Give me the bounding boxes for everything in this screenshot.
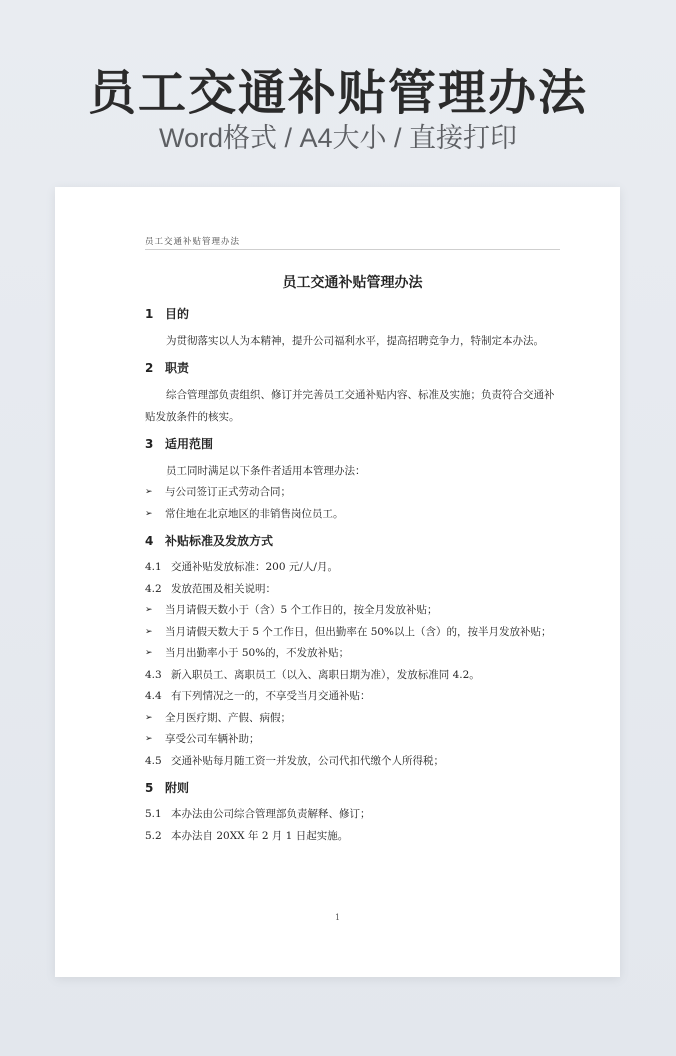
bullet-arrow-icon: ➢: [145, 712, 153, 723]
section-title: 目的: [165, 307, 190, 321]
document-title: 员工交通补贴管理办法: [282, 275, 423, 291]
item-text: 交通补贴每月随工资一并发放，公司代扣代缴个人所得税；: [171, 754, 444, 767]
bullet-text: 当月出勤率小于 50%的，不发放补贴；: [165, 647, 350, 659]
section-number: 2: [145, 361, 154, 375]
section-title: 附则: [165, 781, 190, 795]
item-text: 本办法自 20XX 年 2 月 1 日起实施。: [171, 829, 349, 842]
item-text: 发放范围及相关说明：: [171, 582, 276, 595]
section-heading: [145, 436, 560, 452]
bullet-item: [145, 482, 560, 504]
bullet-arrow-icon: ➢: [145, 605, 153, 615]
bullet-text: 享受公司车辆补助；: [165, 733, 260, 745]
bullet-item: [145, 729, 560, 751]
section-title: 补贴标准及发放方式: [165, 534, 274, 548]
section-heading: [145, 533, 560, 549]
item-number: 5.2: [145, 829, 162, 842]
section-heading: [145, 360, 560, 376]
item-number: 4.5: [145, 754, 162, 767]
section-paragraph: 综合管理部负责组织、修订并完善员工交通补贴内容、标准及实施；负责符合交通补贴发放条件的核实。: [145, 389, 555, 423]
bullet-item: [145, 600, 560, 622]
item-text: 交通补贴发放标准：200 元/人/月。: [171, 561, 338, 573]
bullet-arrow-icon: ➢: [145, 508, 153, 519]
numbered-item: [145, 751, 560, 773]
numbered-item: [145, 557, 560, 579]
bullet-item: [145, 708, 560, 730]
running-header: 员工交通补贴管理办法: [145, 235, 560, 250]
bullet-arrow-icon: ➢: [145, 626, 153, 637]
item-number: 4.3: [145, 668, 162, 681]
document-page: [55, 187, 620, 977]
bullet-item: [145, 504, 560, 526]
section-number: 5: [145, 781, 154, 795]
section-number: 4: [145, 534, 154, 548]
section-heading: [145, 306, 560, 322]
item-number: 4.2: [145, 582, 162, 595]
item-number: 4.4: [145, 690, 162, 702]
bullet-text: 当月请假天数小于（含）5 个工作日的，按全月发放补贴；: [165, 604, 438, 616]
document-body: [145, 235, 560, 847]
numbered-item: [145, 579, 560, 601]
numbered-item: [145, 826, 560, 848]
item-number: 5.1: [145, 808, 162, 820]
section-heading: [145, 780, 560, 796]
bullet-item: [145, 622, 560, 644]
section-paragraph: 员工同时满足以下条件者适用本管理办法：: [166, 465, 366, 477]
item-text: 本办法由公司综合管理部负责解释、修订；: [171, 808, 371, 820]
section-number: 1: [145, 307, 154, 321]
bullet-arrow-icon: ➢: [145, 487, 153, 497]
item-text: 有下列情况之一的，不享受当月交通补贴：: [171, 690, 371, 702]
bullet-text: 全月医疗期、产假、病假；: [165, 711, 291, 724]
bullet-text: 常住地在北京地区的非销售岗位员工。: [165, 507, 344, 520]
bullet-text: 与公司签订正式劳动合同；: [165, 486, 291, 498]
numbered-item: [145, 686, 560, 708]
section-number: 3: [145, 437, 154, 451]
section-title: 适用范围: [165, 437, 214, 451]
bullet-text: 当月请假天数大于 5 个工作日，但出勤率在 50%以上（含）的，按半月发放补贴；: [165, 625, 552, 638]
numbered-item: [145, 665, 560, 687]
item-number: 4.1: [145, 561, 162, 573]
banner-subtitle: Word格式 / A4大小 / 直接打印: [158, 123, 518, 153]
numbered-item: [145, 804, 560, 826]
banner-title: 员工交通补贴管理办法: [87, 67, 588, 120]
bullet-arrow-icon: ➢: [145, 734, 153, 744]
bullet-arrow-icon: ➢: [145, 648, 153, 658]
item-text: 新入职员工、离职员工（以入、离职日期为准），发放标准同 4.2。: [171, 668, 480, 681]
section-paragraph: 为贯彻落实以人为本精神，提升公司福利水平，提高招聘竞争力，特制定本办法。: [166, 335, 544, 347]
bullet-item: [145, 643, 560, 665]
section-title: 职责: [165, 361, 190, 375]
page-number: 1: [334, 913, 341, 922]
